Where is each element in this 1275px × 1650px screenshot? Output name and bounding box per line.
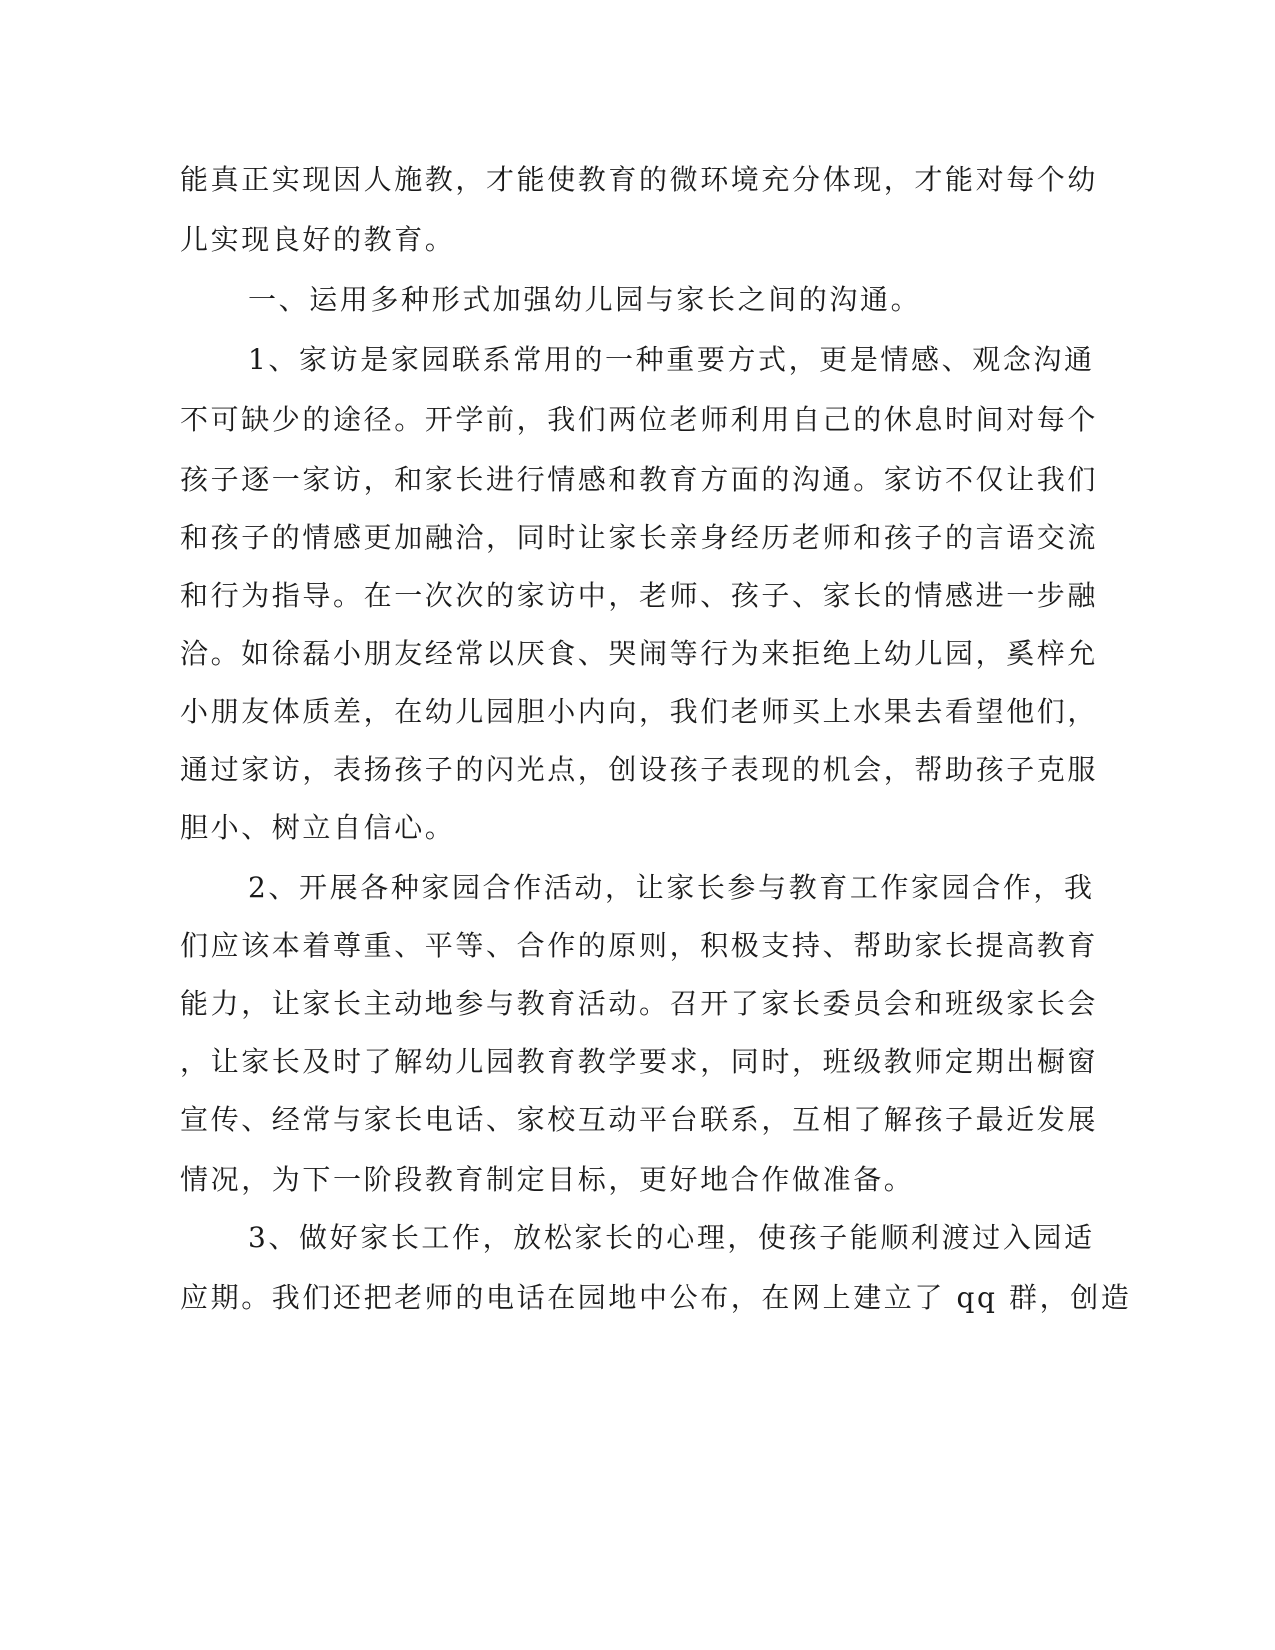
text-line: 和孩子的情感更加融洽，同时让家长亲身经历老师和孩子的言语交流 bbox=[180, 521, 1099, 554]
section-heading: 一、运用多种形式加强幼儿园与家长之间的沟通。 bbox=[248, 283, 922, 316]
text-line: 能力，让家长主动地参与教育活动。召开了家长委员会和班级家长会 bbox=[180, 987, 1099, 1020]
text-line: 2、开展各种家园合作活动，让家长参与教育工作家园合作，我 bbox=[248, 871, 1095, 904]
text-line: 应期。我们还把老师的电话在园地中公布，在网上建立了 qq 群，创造 bbox=[180, 1281, 1132, 1314]
text-line: 小朋友体质差，在幼儿园胆小内向，我们老师买上水果去看望他们， bbox=[180, 695, 1099, 728]
text-line: 宣传、经常与家长电话、家校互动平台联系，互相了解孩子最近发展 bbox=[180, 1103, 1099, 1136]
text-line: ，让家长及时了解幼儿园教育教学要求，同时，班级教师定期出橱窗 bbox=[180, 1045, 1099, 1078]
text-line: 不可缺少的途径。开学前，我们两位老师利用自己的休息时间对每个 bbox=[180, 403, 1099, 436]
text-line: 情况，为下一阶段教育制定目标，更好地合作做准备。 bbox=[180, 1163, 915, 1196]
text-line: 通过家访，表扬孩子的闪光点，创设孩子表现的机会，帮助孩子克服 bbox=[180, 753, 1099, 786]
text-line: 和行为指导。在一次次的家访中，老师、孩子、家长的情感进一步融 bbox=[180, 579, 1099, 612]
text-line: 儿实现良好的教育。 bbox=[180, 223, 456, 256]
text-line: 胆小、树立自信心。 bbox=[180, 811, 456, 844]
text-line: 洽。如徐磊小朋友经常以厌食、哭闹等行为来拒绝上幼儿园，奚梓允 bbox=[180, 637, 1099, 670]
text-line: 能真正实现因人施教，才能使教育的微环境充分体现，才能对每个幼 bbox=[180, 163, 1099, 196]
text-line: 孩子逐一家访，和家长进行情感和教育方面的沟通。家访不仅让我们 bbox=[180, 463, 1099, 496]
text-line: 1、家访是家园联系常用的一种重要方式，更是情感、观念沟通 bbox=[248, 343, 1095, 376]
text-line: 3、做好家长工作，放松家长的心理，使孩子能顺利渡过入园适 bbox=[248, 1221, 1095, 1254]
text-line: 们应该本着尊重、平等、合作的原则，积极支持、帮助家长提高教育 bbox=[180, 929, 1099, 962]
